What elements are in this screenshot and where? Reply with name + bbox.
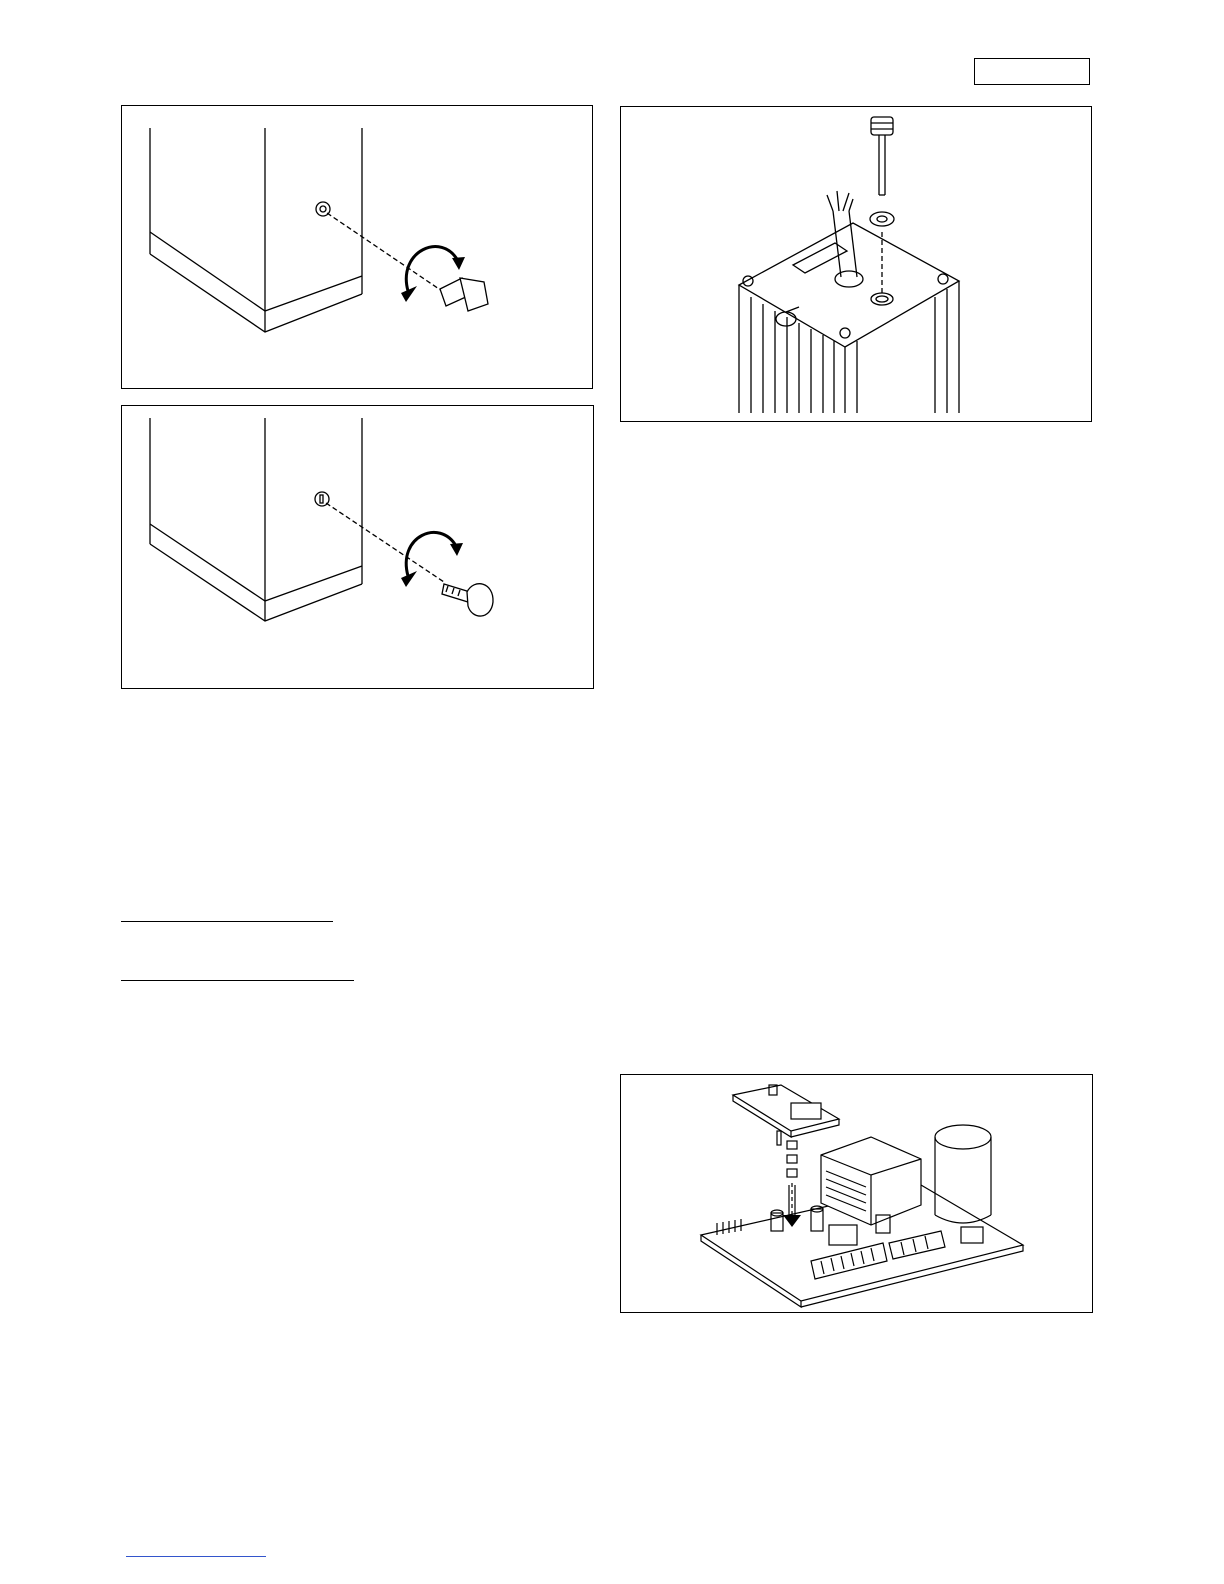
page-number-box [974, 58, 1090, 85]
figure-decoder-card [620, 1074, 1093, 1313]
figure-lock-key [121, 405, 594, 689]
lock-key-illustration [122, 406, 594, 689]
figure-oil-filler [620, 106, 1092, 422]
figure-release-key [121, 105, 593, 389]
section-rule-2 [121, 980, 354, 981]
motor-oil-filler-illustration [621, 107, 1092, 422]
section-rule-1 [121, 921, 333, 922]
footer-link[interactable] [126, 1556, 266, 1557]
board-decoder-illustration [621, 1075, 1093, 1313]
release-key-illustration [122, 106, 593, 389]
